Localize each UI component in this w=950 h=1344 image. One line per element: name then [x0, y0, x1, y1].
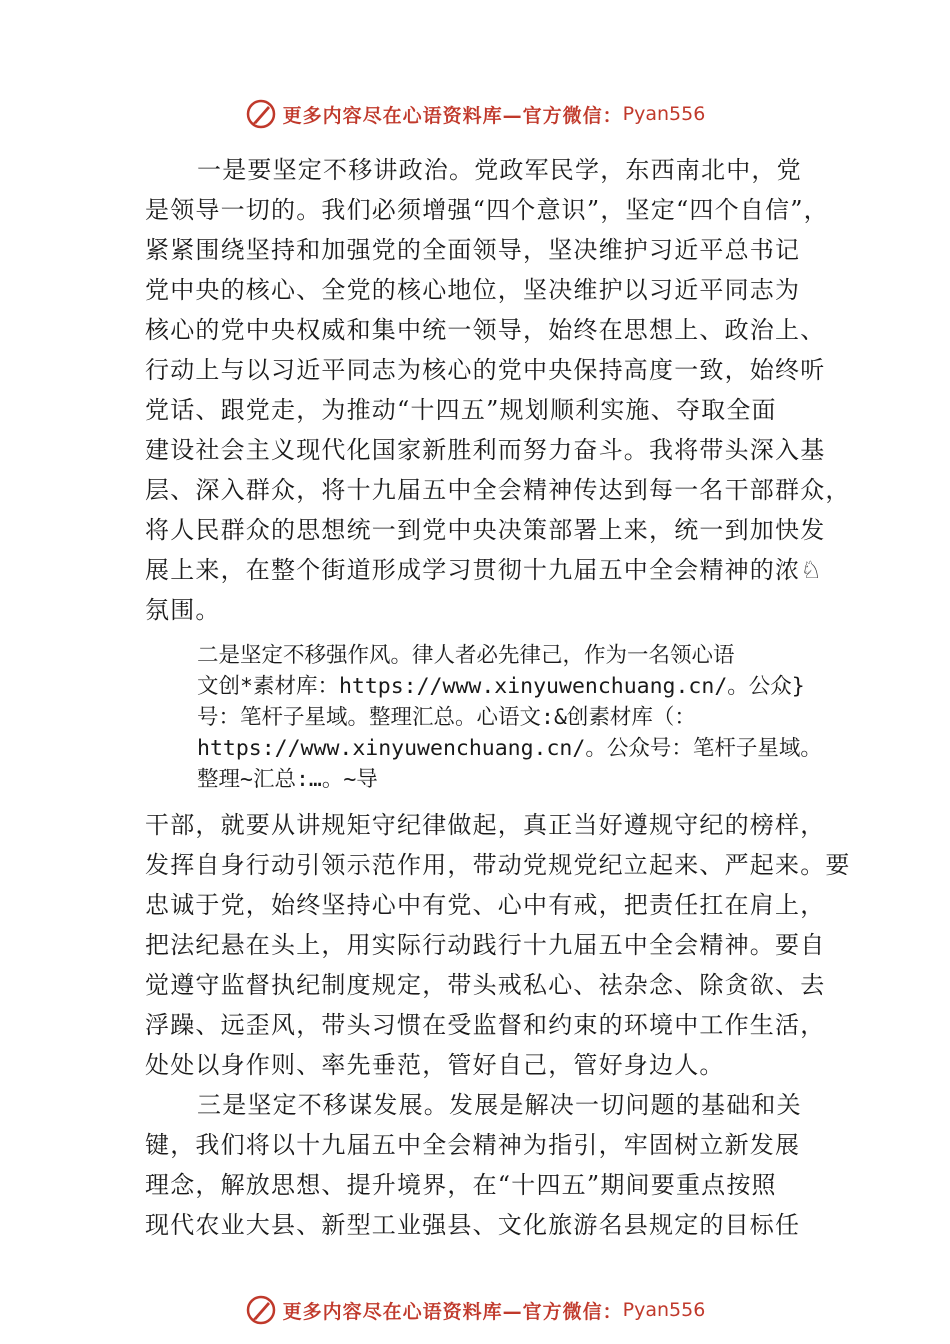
- ocr-line: 二是坚定不移强作风。律人者必先律己，作为一名领心语: [197, 643, 735, 668]
- ocr-line: https://www.xinyuwenchuang.cn/。公众号：笔杆子星域。: [197, 736, 822, 761]
- text-line: 建设社会主义现代化国家新胜利而努力奋斗。我将带头深入基: [145, 436, 826, 464]
- ocr-line: 整理~汇总:…。~导: [197, 767, 378, 792]
- paragraph-development: [145, 1085, 845, 1245]
- paragraph-style: [145, 805, 851, 1085]
- text-line: 键，我们将以十九届五中全会精神为指引，牢固树立新发展: [145, 1131, 801, 1159]
- text-line: 把法纪悬在头上，用实际行动践行十九届五中全会精神。要自: [145, 931, 826, 959]
- paragraph-politics: [145, 150, 851, 630]
- text-line: 展上来，在整个街道形成学习贯彻十九届五中全会精神的浓♘: [145, 556, 823, 584]
- ocr-garbled-block: [197, 640, 845, 795]
- quill-logo-icon: [245, 1294, 277, 1326]
- text-line: 一是要坚定不移讲政治。党政军民学，东西南北中，党: [197, 156, 802, 184]
- quill-logo-icon: [245, 98, 277, 130]
- text-line: 层、深入群众，将十九届五中全会精神传达到每一名干部群众，: [145, 476, 851, 504]
- text-line: 处处以身作则、率先垂范，管好自己，管好身边人。: [145, 1051, 725, 1079]
- watermark-wechat-id: Pyan556: [622, 1299, 706, 1321]
- text-line: 氛围。: [145, 596, 221, 624]
- document-body: [145, 150, 851, 1245]
- text-line: 紧紧围绕坚持和加强党的全面领导，坚决维护习近平总书记: [145, 236, 801, 264]
- watermark-wechat-id: Pyan556: [622, 103, 706, 125]
- text-line: 浮躁、远歪风，带头习惯在受监督和约束的环境中工作生活，: [145, 1011, 826, 1039]
- text-line: 党话、跟党走，为推动“十四五”规划顺利实施、夺取全面: [145, 396, 777, 424]
- text-line: 觉遵守监督执纪制度规定，带头戒私心、祛杂念、除贪欲、去: [145, 971, 826, 999]
- ocr-line: 文创*素材库：https://www.xinyuwenchuang.cn/。公众}: [197, 674, 805, 699]
- text-line: 现代农业大县、新型工业强县、文化旅游名县规定的目标任: [145, 1211, 801, 1239]
- text-line: 三是坚定不移谋发展。发展是解决一切问题的基础和关: [197, 1091, 802, 1119]
- text-line: 将人民群众的思想统一到党中央决策部署上来，统一到加快发: [145, 516, 826, 544]
- text-line: 党中央的核心、全党的核心地位，坚决维护以习近平同志为: [145, 276, 801, 304]
- text-line: 行动上与以习近平同志为核心的党中央保持高度一致，始终听: [145, 356, 826, 384]
- text-line: 是领导一切的。我们必须增强“四个意识”，坚定“四个自信”，: [145, 196, 829, 224]
- watermark-text: 更多内容尽在心语资料库—官方微信：: [282, 1300, 623, 1323]
- text-line: 核心的党中央权威和集中统一领导，始终在思想上、政治上、: [145, 316, 826, 344]
- text-line: 忠诚于党，始终坚持心中有党、心中有戒，把责任扛在肩上，: [145, 891, 826, 919]
- footer-watermark: [0, 1290, 950, 1330]
- text-line: 发挥自身行动引领示范作用，带动党规党纪立起来、严起来。要: [145, 851, 851, 879]
- ocr-line: 号：笔杆子星域。整理汇总。心语文:&创素材库（：: [197, 705, 696, 730]
- header-watermark: [0, 94, 950, 134]
- text-line: 干部，就要从讲规矩守纪律做起，真正当好遵规守纪的榜样，: [145, 811, 826, 839]
- watermark-text: 更多内容尽在心语资料库—官方微信：: [282, 104, 623, 127]
- text-line: 理念，解放思想、提升境界，在“十四五”期间要重点按照: [145, 1171, 777, 1199]
